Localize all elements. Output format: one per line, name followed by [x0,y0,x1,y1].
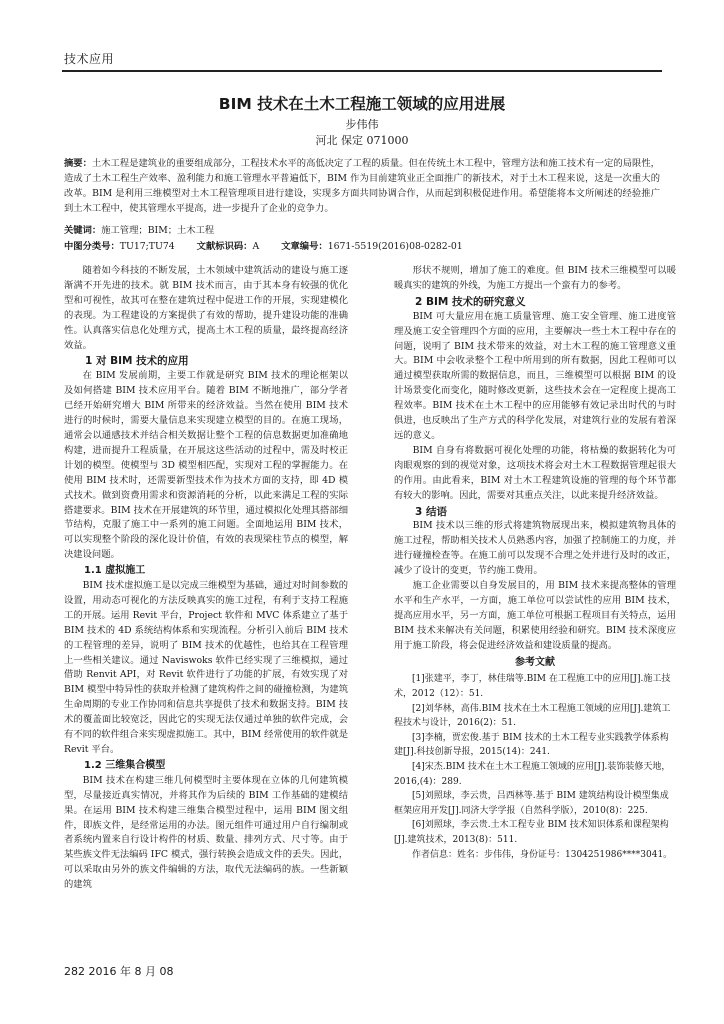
section-3-paragraph-2: 施工企业需要以自身发展目的，用 BIM 技术来提高整体的管理水平和生产水平，一方面，施工单位可以尝试性的应用 BIM 技术，提高应用水平，另一方面，施工单位可根据工程项目有关特点，运用 BIM 技术来解决有关问题，积累使用经验和研究。BIM 技术深度应用于施工阶段，将会促进经济效益和建设质量的提高。 [394,580,676,651]
reference-item: [5]刘照球，李云贵，吕西林等.基于 BIM 建筑结构设计模型集成框架应用开发[J].同济大学学报（自然科学版），2010(8)：225. [394,791,669,816]
right-column [394,264,676,862]
section-2-paragraph-1: BIM 可大量应用在施工质量管理、施工安全管理、施工进度管理及施工安全管理四个方面的应用，主要解决一些土木工程中存在的问题，说明了 BIM 技术带来的效益，对土木工程的施工管理意义重大。BIM 中会收录整个工程中所用到的所有数据，因此工程师可以通过模型获取所需的数据信息，而且，三维模型可以根据 BIM 的设计场景变化而变化，随时修改更新，这些技术会在一定程度上提高工程效率。BIM 技术在土木工程中的应用能够有效记录出时代的与时俱进，也反映出了生产方式的科学化发展，对建筑行业的发展有着深远的意义。 [394,310,676,441]
cls-label: 中图分类号： [64,241,120,252]
keywords-label: 关键词： [64,225,102,236]
author-affiliation: 河北 保定 071000 [315,134,409,147]
keywords [64,222,214,236]
cls-value: TU17;TU74 [119,241,175,252]
header-divider [62,70,662,72]
abstract-text: 土木工程是建筑业的重要组成部分，工程技术水平的高低决定了工程的质量。但在传统土木工程中，管理方法和施工技术有一定的局限性，造成了土木工程生产效率、盈利能力和施工管理水平普遍低下，BIM 作为目前建筑业正全面推广的新技术，对于土木工程来说，这是一次重大的改革。BIM 是利用三维模型对土木工程管理项目进行建设，实现多方面共同协调合作，从而起到积极促进作用。希望能将本文所阐述的经验推广到土木工程中，使其管理水平提高，进一步提升了企业的竞争力。 [64,158,660,214]
continued-paragraph: 形状不规则，增加了施工的难度。但 BIM 技术三维模型可以暖暖真实的建筑的外线，为施工方提出一个蛮有力的参考。 [394,265,676,291]
section-3-heading: 3 结语 [415,505,447,518]
section-1-2-heading: 1.2 三维集合模型 [84,759,166,771]
section-1-heading: 1 对 BIM 技术的应用 [85,355,189,368]
intro-paragraph: 随着如今科技的不断发展，土木领域中建筑活动的建设与施工逐渐满不开先进的技术。就 BIM 技术而言，由于其本身有较强的优化型和可视性，故其可在整在建筑过程中促进工作的开展，实现建模化的表现。为工程建设的方案提供了有效的帮助，提升建设功能的准确性。认真落实信息化处理方式，提高土木工程的质量，最终提高经济效益。 [64,265,348,351]
doc-code-label: 文献标识码： [196,241,253,252]
section-label: 技术应用 [64,52,115,66]
references-heading: 参考文献 [515,656,555,668]
reference-item: [3]李楠，贾宏俊.基于 BIM 技术的土木工程专业实践教学体系构建[J].科技创新导报，2015(14)：241. [394,732,669,758]
reference-item: [4]宋杰.BIM 技术在土木工程施工领域的应用[J].装饰装修天地，2016,(4)：289. [394,762,671,787]
reference-item: [2]刘华林，高伟.BIM 技术在土木工程施工领域的应用[J].建筑工程技术与设计，2016(2)：51. [394,703,671,729]
author-name: 步伟伟 [345,118,379,131]
classification-line [64,238,664,252]
reference-item: [1]张建平，李丁，林佳瑞等.BIM 在工程施工中的应用[J].施工技术，2012（12）：51. [394,674,671,700]
abstract-label: 摘要： [64,158,92,169]
article-no-value: 1671-5519(2016)08-0282-01 [327,241,463,252]
paper-title: BIM 技术在土木工程施工领域的应用进展 [218,95,506,113]
keywords-text: 施工管理；BIM；土木工程 [101,225,215,236]
section-3-paragraph-1: BIM 技术以三维的形式将建筑物展现出来，模拟建筑物具体的施工过程，帮助相关技术人员熟悉内容，加强了控制施工的力度，并进行碰撞检查等。在施工前可以发现不合理之处并进行及时的改正，减少了设计的变更，节约施工费用。 [394,520,676,577]
section-1-paragraph: 在 BIM 发展前期，主要工作就是研究 BIM 技术的理论框架以及如何搭建 BIM 技术应用平台。随着 BIM 不断地推广，部分学者已经开始研究增大 BIM 所带来的经济效益。当然在使用 BIM 技术进行的时候时，需要大量信息来实现建立模型的目的。在施工现场，通常会以通感技术并结合相关数据让整个工程的信息数据更加准确地构建，进而提升工程质量，在开展这这些活动的过程中，需及时校正计划的模型。使模型与 3D 模型相匹配，实现对工程的掌握能力。在使用 BIM 技术时，还需要新型技术作为技术方面的支持，即 4D 模式技术。做到资费用需求和资源消耗的分析，以此来满足工程的实际搭建要求。BIM 技术在开展建筑的环节里，通过模拟化处理其搭部细节结构，克服了施工中一系列的施工问题。全面地运用 BIM 技术，可以实现整个阶段的深化设计价值，有效的表现梁柱节点的模型，解决建设问题。 [64,370,348,561]
reference-item: [6]刘照球，李云贵.土木工程专业 BIM 技术知识体系和课程架构[J].建筑技术，2013(8)：511. [394,820,669,845]
author-info: 作者信息：姓名：步伟伟，身份证号：1304251986****3041。 [412,849,673,860]
section-1-2-paragraph: BIM 技术在构建三维几何模型时主要体现在立体的几何建筑模型，尽量接近真实情况，并将其作为后续的 BIM 工作基础的建模结果。在运用 BIM 技术构建三维集合模型过程中，运用 BIM 图文组件，即族文件，是经常运用的办法。图元组件可通过用户自行编制或者系统内置来自行设计构件的材质、数量、排列方式、尺寸等。由于某些族文件无法编码 IFC 模式，强行转换会造成文件的丢失。因此，可以采取由另外的族文件编辑的方法，取代无法编码的族。一些新颖的建筑 [64,774,348,891]
section-2-heading: 2 BIM 技术的研究意义 [415,295,526,308]
page-footer: 282 2016 年 8 月 08 [64,965,174,978]
section-2-paragraph-2: BIM 自身有将数据可视化处理的功能，将枯燥的数据转化为可肉眼观察的到的视觉对象，这项技术将会对土木工程数据管理起很大的作用。由此看来，BIM 对土木工程建筑设施的管理的每个环节都有较大的影响。因此，需要对其重点关注，以此来提升经济效益。 [394,444,676,501]
section-1-1-paragraph: BIM 技术虚拟施工是以完成三维模型为基础，通过对时间参数的设置，用动态可视化的方法反映真实的施工过程，有利于支持工程施工的开展。运用 Revit 平台，Project 软件和 MVC 体系建立了基于 BIM 技术的 4D 系统结构体系和实现流程。分析引入前后 BIM 技术的工程管理的差异，说明了 BIM 技术的优越性，也给其在工程管理上一些相关建议。通过 Naviswoks 软件已经实现了三维模拟，通过借助 Renvit API，对 Revit 软件进行了功能的扩展，有效实现了对 BIM 模型中特异性的获取并检测了建筑构件之间的碰撞检测，为建筑生命周期的专业工作协同和信息共享提供了技术和数据支持。BIM 技术的覆盖面比较宽泛，因此它的实现无法仅通过单独的软件完成，会有不同的软件组合来实现虚拟施工。其中，BIM 经常使用的软件就是 Revit 平台。 [64,580,348,755]
abstract [64,156,660,216]
doc-code-value: A [252,241,260,252]
article-no-label: 文章编号： [281,241,328,252]
section-1-1-heading: 1.1 虚拟施工 [84,565,146,577]
left-column [64,264,348,893]
